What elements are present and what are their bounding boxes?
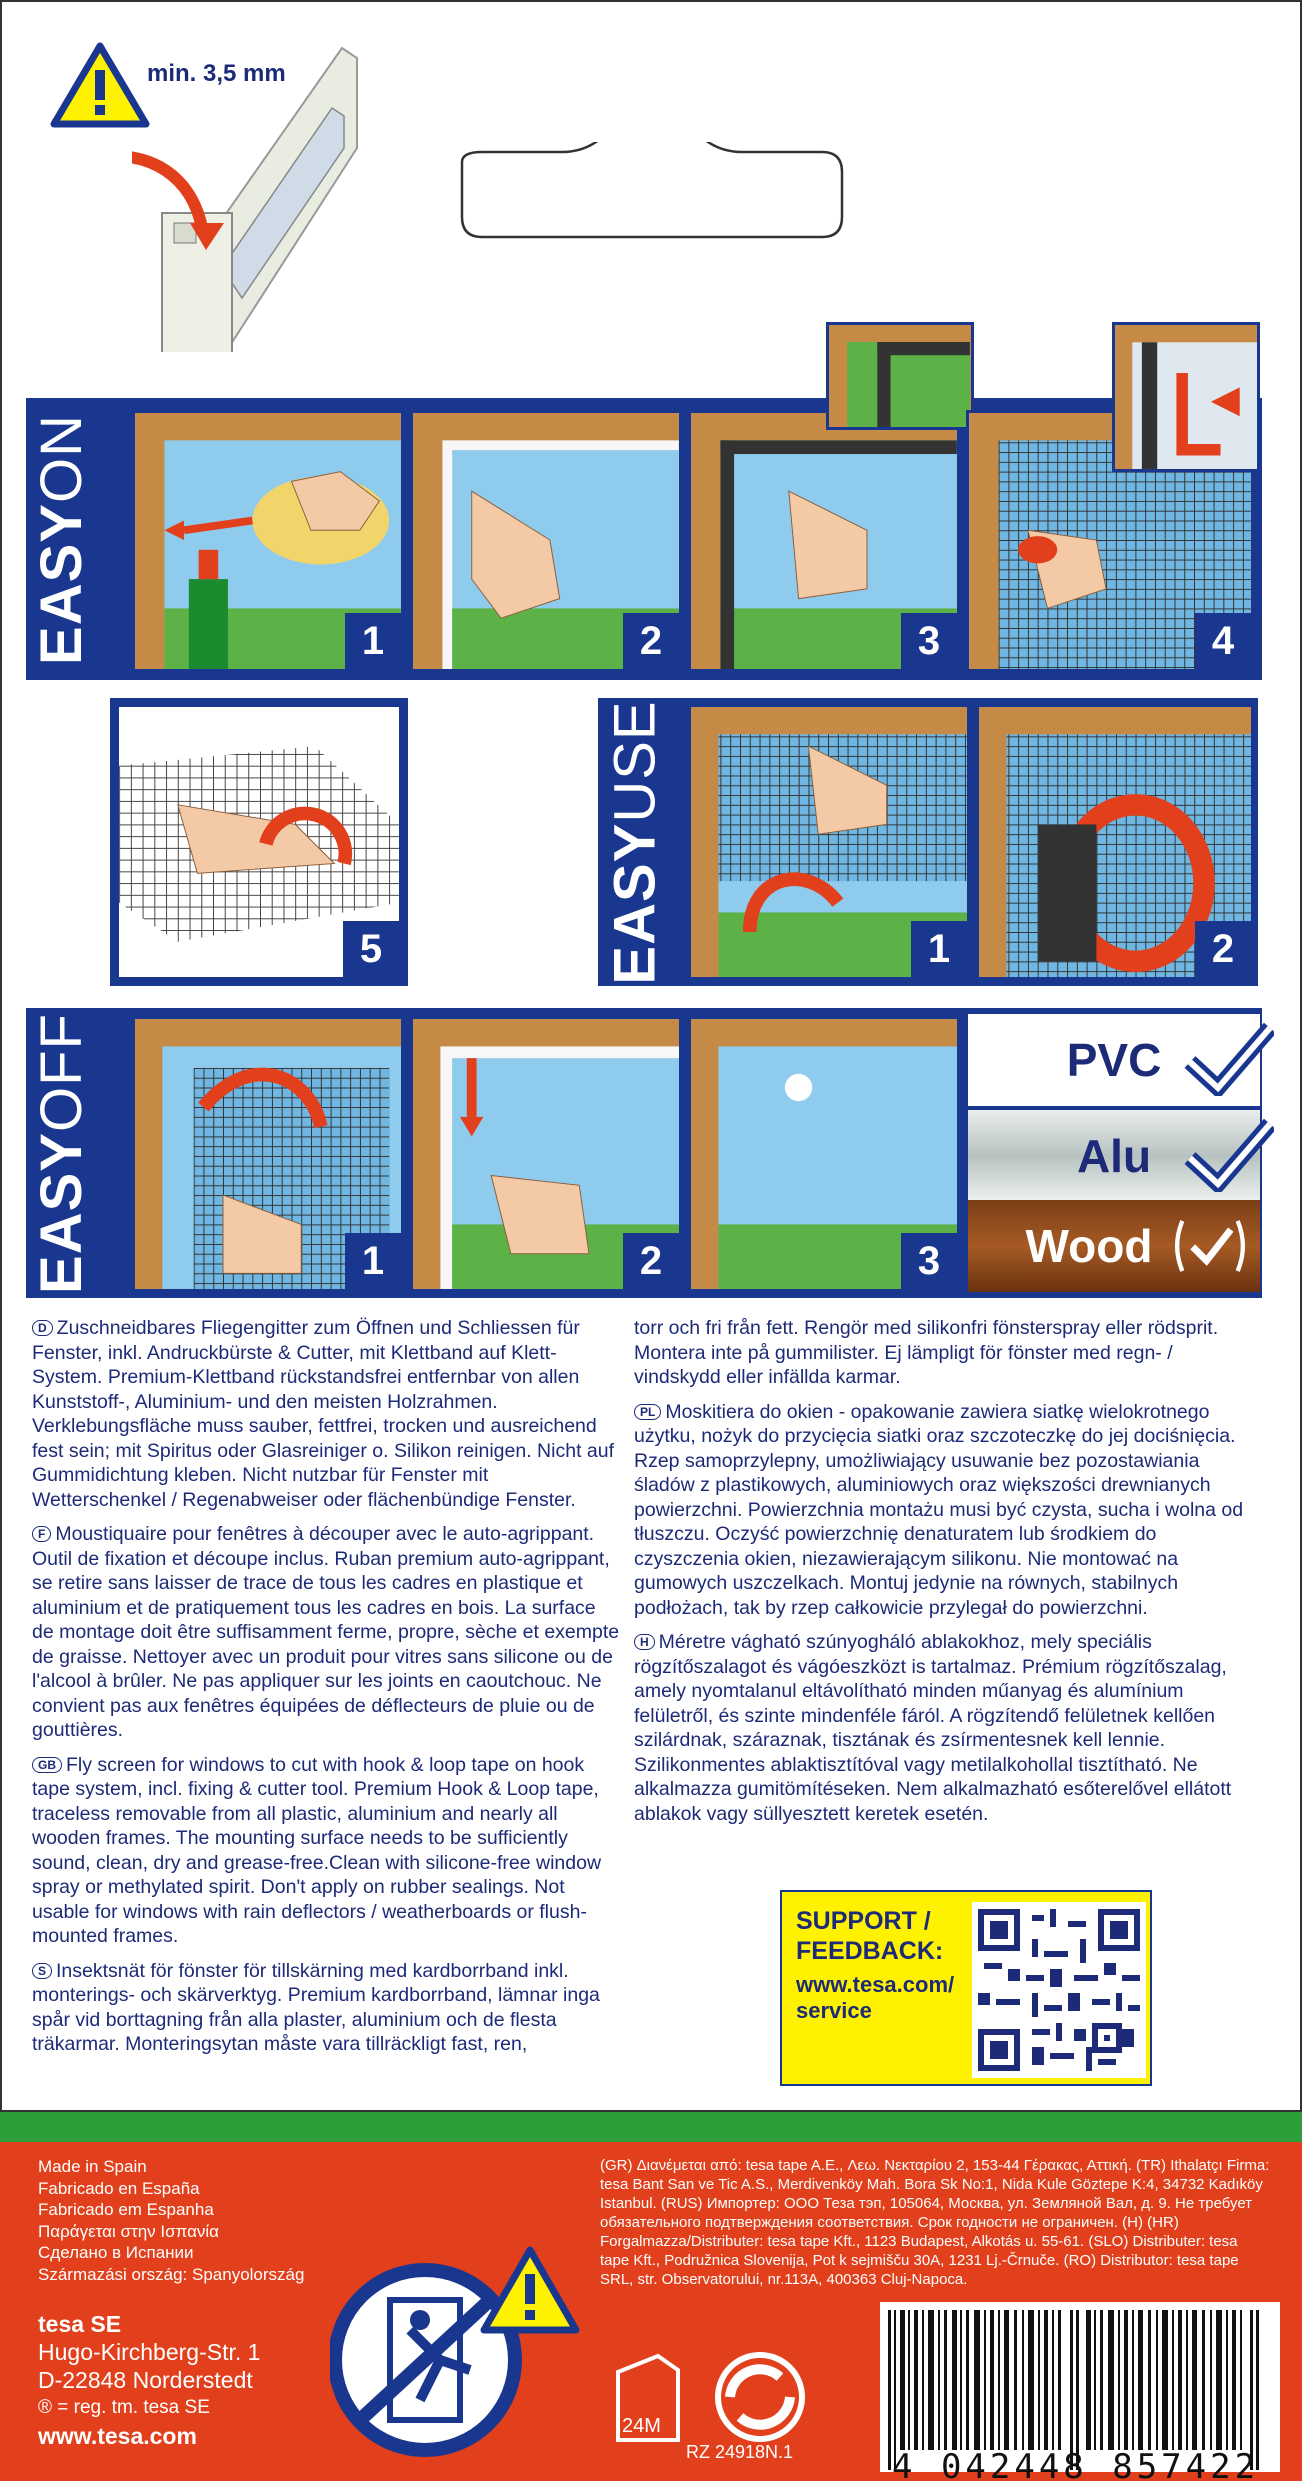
description-column-right	[634, 1316, 1264, 1836]
easy-on-step-3	[688, 410, 960, 672]
description-se: S Insektsnät för fönster för tillskärning med kardborrband inkl. monterings- och skärverktyg. Premium kardborrband, lämnar inga spår vid borttagning från alla plaster, aluminium och de flesta träkarmar. Monteringsytan måste vara tillräckligt fast, ren,	[32, 1959, 600, 2055]
material-label: PVC	[1066, 1034, 1162, 1086]
easy-use-title: EASYUSE	[602, 699, 668, 985]
easy-use-step-1	[688, 704, 970, 980]
lang-code-badge: GB	[32, 1757, 62, 1773]
material-label: Alu	[1076, 1130, 1152, 1182]
step-number: 3	[901, 1233, 957, 1289]
brush-inset	[1115, 325, 1257, 469]
made-in-list: Made in Spain Fabricado en España Fabricado em Espanha Παράγεται στην Ισπανία Сделано в Испании Származási ország: Spanyolország	[38, 2157, 305, 2284]
step-number: 4	[1195, 613, 1251, 669]
tape-corner-inset	[829, 325, 971, 427]
company-address: tesa SE Hugo-Kirchberg-Str. 1 D-22848 Norderstedt ® = reg. tm. tesa SE www.tesa.com	[38, 2311, 261, 2449]
support-box	[780, 1890, 1152, 2086]
material-label: Wood	[1025, 1220, 1153, 1272]
description-column-left	[32, 1316, 622, 2067]
easy-on-step-1	[132, 410, 404, 672]
distributor-legal-text: (GR) Διανέμεται από: tesa tape A.E., Λεω. Νεκταρίου 2, 153-44 Γέρακας, Αττική. (TR) Ithalatçı Firma: tesa Bant San ve Tic A.S., Merdivenköy Mah. Bora Sk No:1, Nida Kule Göztepe K:4, 34732 Kadıköy Istanbul. (RUS) Импортер: ООО Теза тэп, 105064, Москва, ул. Земляной Вал, д. 9. Не требует обязательного подтверждения соответствия. Срок годности не ограничен. (H) (HR) Forgalmazza/Distributer: tesa tape Kft., 1123 Budapest, Alkotás u. 55-61. (SLO) Distributer: tesa tape Kft., Podružnica Slovenija, Pot k sejmišču 30A, 1231 Lj.-Črnuče. (RO) Distributor: tesa tape SRL, str. Observatorului, nr.113A, 400363 Cluj-Napoca.	[600, 2157, 1270, 2288]
step-number: 5	[343, 921, 399, 977]
step-number: 1	[911, 921, 967, 977]
min-thickness-label: min. 3,5 mm	[147, 60, 286, 87]
easy-use-step-2	[976, 704, 1254, 980]
fall-warning-icon	[330, 2240, 580, 2460]
easy-on-step-4-inset	[1112, 322, 1260, 472]
step-number: 1	[345, 613, 401, 669]
conditional-check-icon	[1170, 1214, 1250, 1278]
warning-triangle-icon	[50, 42, 150, 128]
check-icon	[1182, 1022, 1274, 1096]
check-icon	[1182, 1118, 1274, 1192]
step-number: 2	[1195, 921, 1251, 977]
lang-code-badge: D	[32, 1320, 53, 1336]
easy-on-title: EASYON	[28, 413, 94, 665]
description-se-continued: torr och fri från fett. Rengör med silikonfri fönsterspray eller rödsprit. Montera inte på gummilister. Ej lämpligt för fönster med regn- / vindskydd eller infällda karmar.	[634, 1317, 1219, 1388]
support-url[interactable]: www.tesa.com/ service	[796, 1972, 955, 2023]
easy-on-step-3-inset	[826, 322, 974, 430]
support-title: SUPPORT / FEEDBACK:	[796, 1907, 944, 1965]
step-number: 3	[901, 613, 957, 669]
svg-text:24M: 24M	[622, 2415, 661, 2437]
material-wood	[968, 1200, 1260, 1292]
green-band	[0, 2112, 1302, 2142]
description-de: D Zuschneidbares Fliegengitter zum Öffnen und Schliessen für Fenster, inkl. Andruckbürste & Cutter, mit Klettband auf Klett-System. Premium-Klettband rückstandsfrei entfernbar von allen Kunststoff-, Aluminium- und den meisten Holzrahmen. Verklebungsfläche muss sauber, fettfrei, trocken und ausreichend fest sein; mit Spiritus oder Glasreiniger o. Silikon reinigen. Nicht auf Gummidichtung kleben. Nicht nutzbar für Fenster mit Wetterschenkel / Regenabweiser oder flächenbündige Fenster.	[32, 1317, 615, 1511]
material-pvc	[968, 1014, 1260, 1106]
easy-off-step-2	[410, 1016, 682, 1292]
step-number: 2	[623, 1233, 679, 1289]
easy-off-title: EASYOFF	[28, 1012, 94, 1294]
easy-on-step-2	[410, 410, 682, 672]
company-website[interactable]: www.tesa.com	[38, 2423, 197, 2449]
description-fr: F Moustiquaire pour fenêtres à découper avec le auto-agrippant. Outil de fixation et découpe inclus. Ruban premium auto-agrippant, se retire sans laisser de trace de tous les cadres en plastique et aluminium et de pratiquement tous les cadres en bois. La surface de montage doit être suffisamment ferme, propre, sèche et exempte de graisse. Nettoyer avec un produit pour vitres sans silicone ou de l'alcool à brûler. Ne pas appliquer sur les joints en caoutchouc. Ne convient pas aux fenêtres équipées de déflecteurs de pluie ou de gouttières.	[32, 1523, 620, 1741]
easy-on-step-5	[116, 704, 402, 980]
lang-code-badge: PL	[634, 1404, 661, 1420]
barcode-number: 4 042448 857422	[892, 2447, 1260, 2481]
lang-code-badge: H	[634, 1634, 655, 1650]
description-hu: H Méretre vágható szúnyogháló ablakokhoz, mely speciális rögzítőszalagot és vágóeszközt is tartalmaz. Prémium rögzítőszalag, amely nyomtalanul eltávolítható minden műanyag és alumínium felületről, és szinte mindenféle fáról. A rögzítendő felületnek kellően szilárdnak, száraznak, tisztának és zsírmentesnek kell lennie. Szilikonmentes ablaktisztítóval vagy metilalkohollal tisztítható. Ne alkalmazza gumitömítéseken. Nem alkalmazható esőterelővel ellátott ablakok vagy süllyesztett keretek esetén.	[634, 1631, 1232, 1825]
qr-code-icon[interactable]	[972, 1902, 1146, 2078]
lang-code-badge: F	[32, 1526, 51, 1542]
footer-band	[0, 2142, 1302, 2481]
lang-code-badge: S	[32, 1963, 52, 1979]
easy-off-step-3	[688, 1016, 960, 1292]
product-ref-code: RZ 24918N.1	[686, 2442, 794, 2462]
material-alu	[968, 1110, 1260, 1202]
step-number: 2	[623, 613, 679, 669]
step-number: 1	[345, 1233, 401, 1289]
hang-tab	[0, 0, 1302, 352]
hang-hole	[442, 142, 862, 242]
description-gb: GB Fly screen for windows to cut with hook & loop tape on hook tape system, incl. fixing & cutter tool. Premium Hook & Loop tape, traceless removable from all plastic, aluminium and nearly all wooden frames. The mounting surface needs to be sufficiently sound, clean, dry and grease-free.Clean with silicone-free window spray or methylated spirit. Don't apply on rubber sealings. Not usable for windows with rain deflectors / weatherboards or flush-mounted frames.	[32, 1753, 602, 1947]
description-pl: PL Moskitiera do okien - opakowanie zawiera siatkę wielokrotnego użytku, nożyk do przycięcia siatki oraz szczoteczkę do jej dociśnięcia. Rzep samoprzylepny, umożliwiający usuwanie bez pozostawiania śladów z plastikowych, aluminiowych oraz większości drewnianych powierzchni. Powierzchnia montażu musi być czysta, sucha i wolna od tłuszczu. Oczyść powierzchnię denaturatem lub środkiem do czyszczenia okien, niezawierającym silikonu. Nie montować na gumowych uszczelkach. Montuj jedynie na równych, stabilnych podłożach, tak by rzep całkowicie przylegał do powierzchni.	[634, 1400, 1244, 1619]
easy-off-step-1	[132, 1016, 404, 1292]
